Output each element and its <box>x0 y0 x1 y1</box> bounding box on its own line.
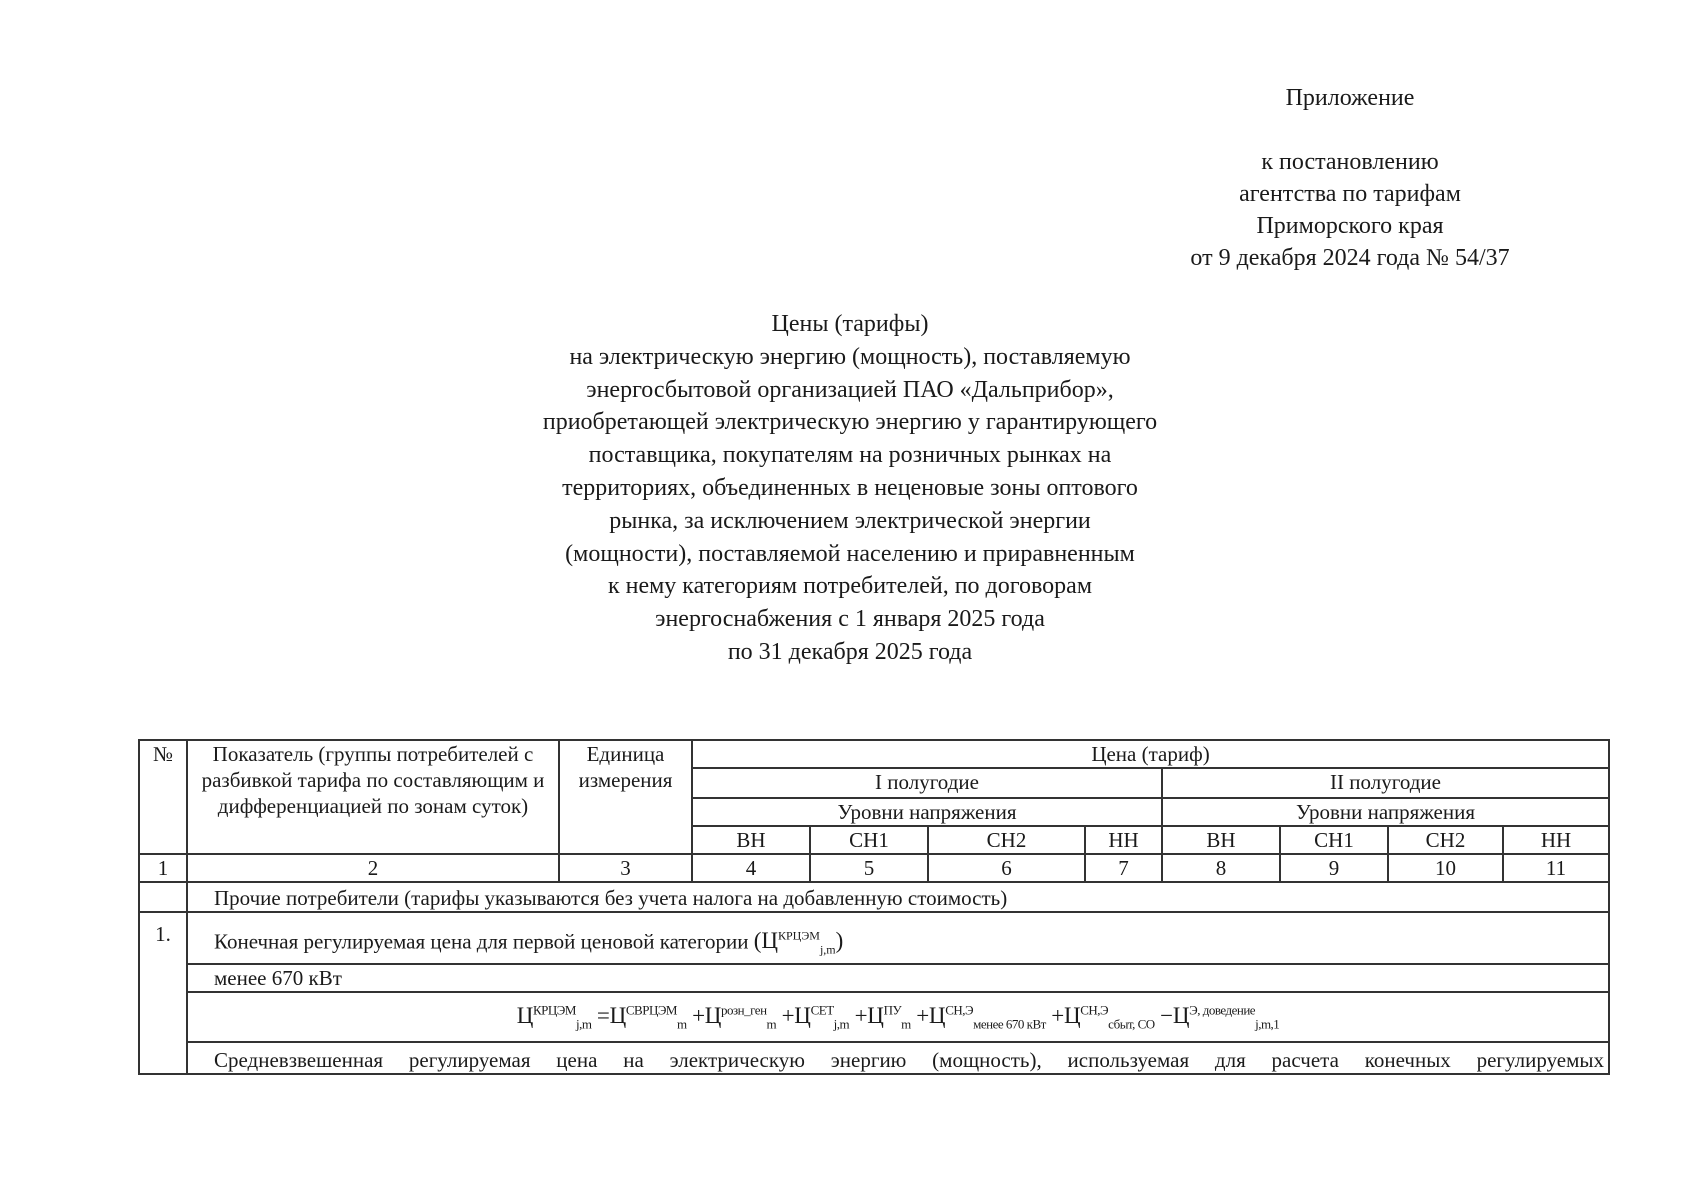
column-number: 5 <box>810 854 928 882</box>
formula-sub: j,m <box>833 1016 850 1032</box>
header-voltage-levels-2: Уровни напряжения <box>1162 798 1609 826</box>
formula-operator: = <box>596 1002 610 1028</box>
column-number: 11 <box>1503 854 1609 882</box>
column-number: 9 <box>1280 854 1388 882</box>
formula-term <box>596 1001 687 1032</box>
formula-term <box>781 1001 850 1032</box>
notation-base: Ц <box>761 928 778 954</box>
column-number: 4 <box>692 854 810 882</box>
formula-sup: СЕТ <box>810 1001 834 1017</box>
formula-term <box>916 1001 1046 1032</box>
header-unit: Единица измерения <box>559 740 692 854</box>
formula-sub: j,m <box>575 1016 592 1032</box>
formula-operator: + <box>781 1002 795 1028</box>
formula-sub: менее 670 кВт <box>973 1016 1046 1032</box>
column-number: 2 <box>187 854 559 882</box>
empty-cell <box>139 882 187 912</box>
row-1-formula <box>139 992 1609 1042</box>
formula-sup: СВРЦЭМ <box>625 1001 677 1017</box>
row-1-notation: $(Ц^{КРЦЭМ}_{j,m})$ <box>753 928 844 957</box>
header-voltage-vn: ВН <box>1162 826 1280 854</box>
formula-sub: сбыт, СО <box>1108 1016 1155 1032</box>
formula-sub: m <box>676 1016 687 1032</box>
formula-base: Ц <box>1063 1002 1081 1028</box>
header-voltage-sn2: СН2 <box>1388 826 1503 854</box>
column-number: 10 <box>1388 854 1503 882</box>
column-numbers-row <box>139 854 1609 882</box>
formula-term <box>692 1001 777 1032</box>
row-1-label <box>139 912 1609 964</box>
column-number: 7 <box>1085 854 1162 882</box>
formula-base: Ц <box>516 1002 534 1028</box>
tariff-table <box>138 739 1610 1075</box>
formula-operator: + <box>692 1002 705 1028</box>
formula-base: Ц <box>867 1002 884 1028</box>
formula-sup: СН,Э <box>1080 1001 1109 1017</box>
column-number: 8 <box>1162 854 1280 882</box>
formula-lhs <box>516 1001 592 1032</box>
title-line: рынка, за исключением электрической энергии <box>609 507 1091 534</box>
formula-sup: Э, доведение <box>1189 1001 1256 1017</box>
row-1-label-cell <box>187 912 1609 964</box>
column-number: 6 <box>928 854 1085 882</box>
title-line: территориях, объединенных в неценовые зоны оптового <box>562 474 1138 501</box>
formula-sup: КРЦЭМ <box>533 1001 576 1017</box>
formula-base: Ц <box>1172 1002 1190 1028</box>
row-1-average-price-text: Средневзвешенная регулируемая цена на электрическую энергию (мощность), используемая для расчета конечных регулируемых <box>187 1042 1609 1074</box>
formula-base: Ц <box>928 1002 946 1028</box>
title-line: к нему категориям потребителей, по договорам <box>607 573 1093 600</box>
formula-base: Ц <box>794 1002 811 1028</box>
header-voltage-nn: НН <box>1085 826 1162 854</box>
header-indicator: Показатель (группы потребителей с разбивкой тарифа по составляющим и дифференциацией по зонам суток) <box>187 740 559 854</box>
row-1-label-text: Конечная регулируемая цена для первой ценовой категории <box>214 929 749 954</box>
row-1-sublabel <box>139 964 1609 992</box>
header-voltage-sn1: СН1 <box>810 826 928 854</box>
appendix-line: агентства по тарифам <box>1239 181 1461 207</box>
formula-sub: m <box>766 1016 777 1032</box>
title-line: (мощности), поставляемой населению и приравненным <box>565 540 1135 567</box>
title-line: Цены (тарифы) <box>771 311 929 337</box>
appendix-line: Приморского края <box>1256 213 1444 239</box>
title-line: по 31 декабря 2025 года <box>727 638 973 665</box>
header-half-1: I полугодие <box>692 768 1162 798</box>
formula-term <box>1051 1001 1155 1032</box>
document-title <box>470 308 1230 669</box>
formula-sub: m <box>901 1016 911 1032</box>
section-row <box>139 882 1609 912</box>
formula-operator: + <box>854 1002 868 1028</box>
header-voltage-levels-1: Уровни напряжения <box>692 798 1162 826</box>
formula-base: Ц <box>704 1002 722 1028</box>
formula-sup: розн_ген <box>721 1001 767 1017</box>
header-half-2: II полугодие <box>1162 768 1609 798</box>
row-1-average-price <box>139 1042 1609 1074</box>
header-price: Цена (тариф) <box>692 740 1609 768</box>
appendix-title: Приложение <box>1285 85 1415 111</box>
formula-base: Ц <box>609 1002 626 1028</box>
formula-operator: + <box>1051 1002 1064 1028</box>
formula-sup: ПУ <box>883 1001 902 1017</box>
header-voltage-sn2: СН2 <box>928 826 1085 854</box>
title-line: энергоснабжения с 1 января 2025 года <box>655 606 1045 633</box>
row-1-formula-cell <box>187 992 1609 1042</box>
appendix-line: к постановлению <box>1261 149 1439 175</box>
formula-operator: − <box>1160 1002 1173 1028</box>
appendix-header <box>1120 82 1580 274</box>
formula-sub: j,m,1 <box>1255 1016 1280 1032</box>
title-line: энергосбытовой организацией ПАО «Дальприбор», <box>586 376 1114 403</box>
header-number: № <box>139 740 187 854</box>
header-voltage-vn: ВН <box>692 826 810 854</box>
formula-term <box>854 1001 911 1032</box>
header-voltage-sn1: СН1 <box>1280 826 1388 854</box>
formula-sup: СН,Э <box>945 1001 974 1017</box>
section-title: Прочие потребители (тарифы указываются без учета налога на добавленную стоимость) <box>187 882 1609 912</box>
title-line: на электрическую энергию (мощность), поставляемую <box>569 343 1131 370</box>
formula-term <box>1160 1001 1280 1032</box>
appendix-gap <box>1120 114 1580 146</box>
column-number: 3 <box>559 854 692 882</box>
appendix-date-number: от 9 декабря 2024 года № 54/37 <box>1190 245 1510 271</box>
column-number: 1 <box>139 854 187 882</box>
row-1-number: 1. <box>139 912 187 1074</box>
notation-sup: КРЦЭМ <box>778 928 820 943</box>
title-line: поставщика, покупателям на розничных рынках на <box>588 442 1112 469</box>
title-line: приобретающей электрическую энергию у гарантирующего <box>542 409 1158 436</box>
header-voltage-nn: НН <box>1503 826 1609 854</box>
row-1-sublabel-cell: менее 670 кВт <box>187 964 1609 992</box>
formula-operator: + <box>916 1002 929 1028</box>
notation-sub: j,m <box>819 943 836 957</box>
